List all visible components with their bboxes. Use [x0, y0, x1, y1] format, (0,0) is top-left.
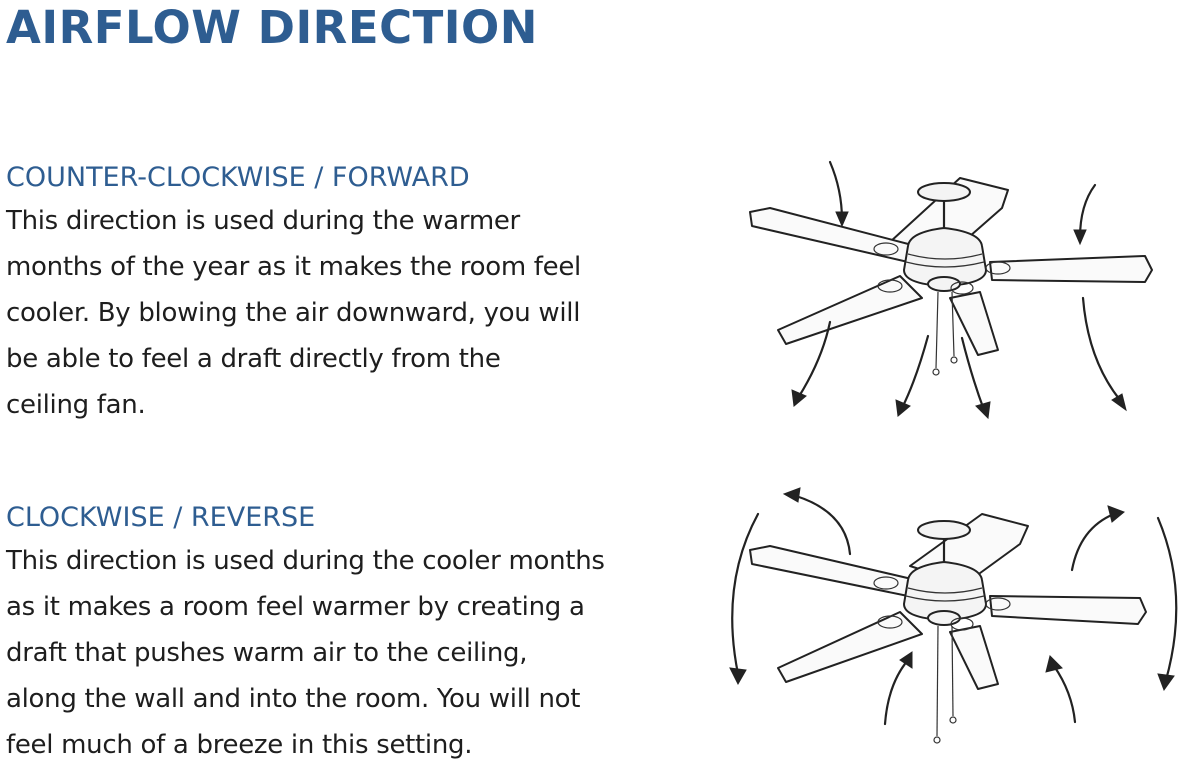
- forward-text-line: be able to feel a draft directly from the: [6, 344, 501, 374]
- forward-text-line: months of the year as it makes the room feel: [6, 252, 581, 282]
- page-title: AIRFLOW DIRECTION: [6, 1, 538, 54]
- forward-text-line: This direction is used during the warmer: [6, 206, 520, 236]
- forward-text-line: cooler. By blowing the air downward, you will: [6, 298, 581, 328]
- reverse-heading: CLOCKWISE / REVERSE: [6, 502, 316, 533]
- forward-text-line: ceiling fan.: [6, 390, 146, 420]
- reverse-text-line: feel much of a breeze in this setting.: [6, 730, 473, 760]
- forward-heading: COUNTER-CLOCKWISE / FORWARD: [6, 162, 470, 193]
- reverse-text-line: along the wall and into the room. You will not: [6, 684, 581, 714]
- reverse-text-line: as it makes a room feel warmer by creating a: [6, 592, 585, 622]
- reverse-section: [6, 498, 706, 768]
- reverse-text-line: draft that pushes warm air to the ceiling,: [6, 638, 528, 668]
- forward-section: [6, 158, 706, 428]
- ceiling-fan-upward-airflow-icon: [720, 484, 1180, 754]
- ceiling-fan-downward-airflow-icon: [740, 150, 1160, 430]
- pull-chains: [934, 626, 956, 743]
- reverse-text-line: This direction is used during the cooler months: [6, 546, 605, 576]
